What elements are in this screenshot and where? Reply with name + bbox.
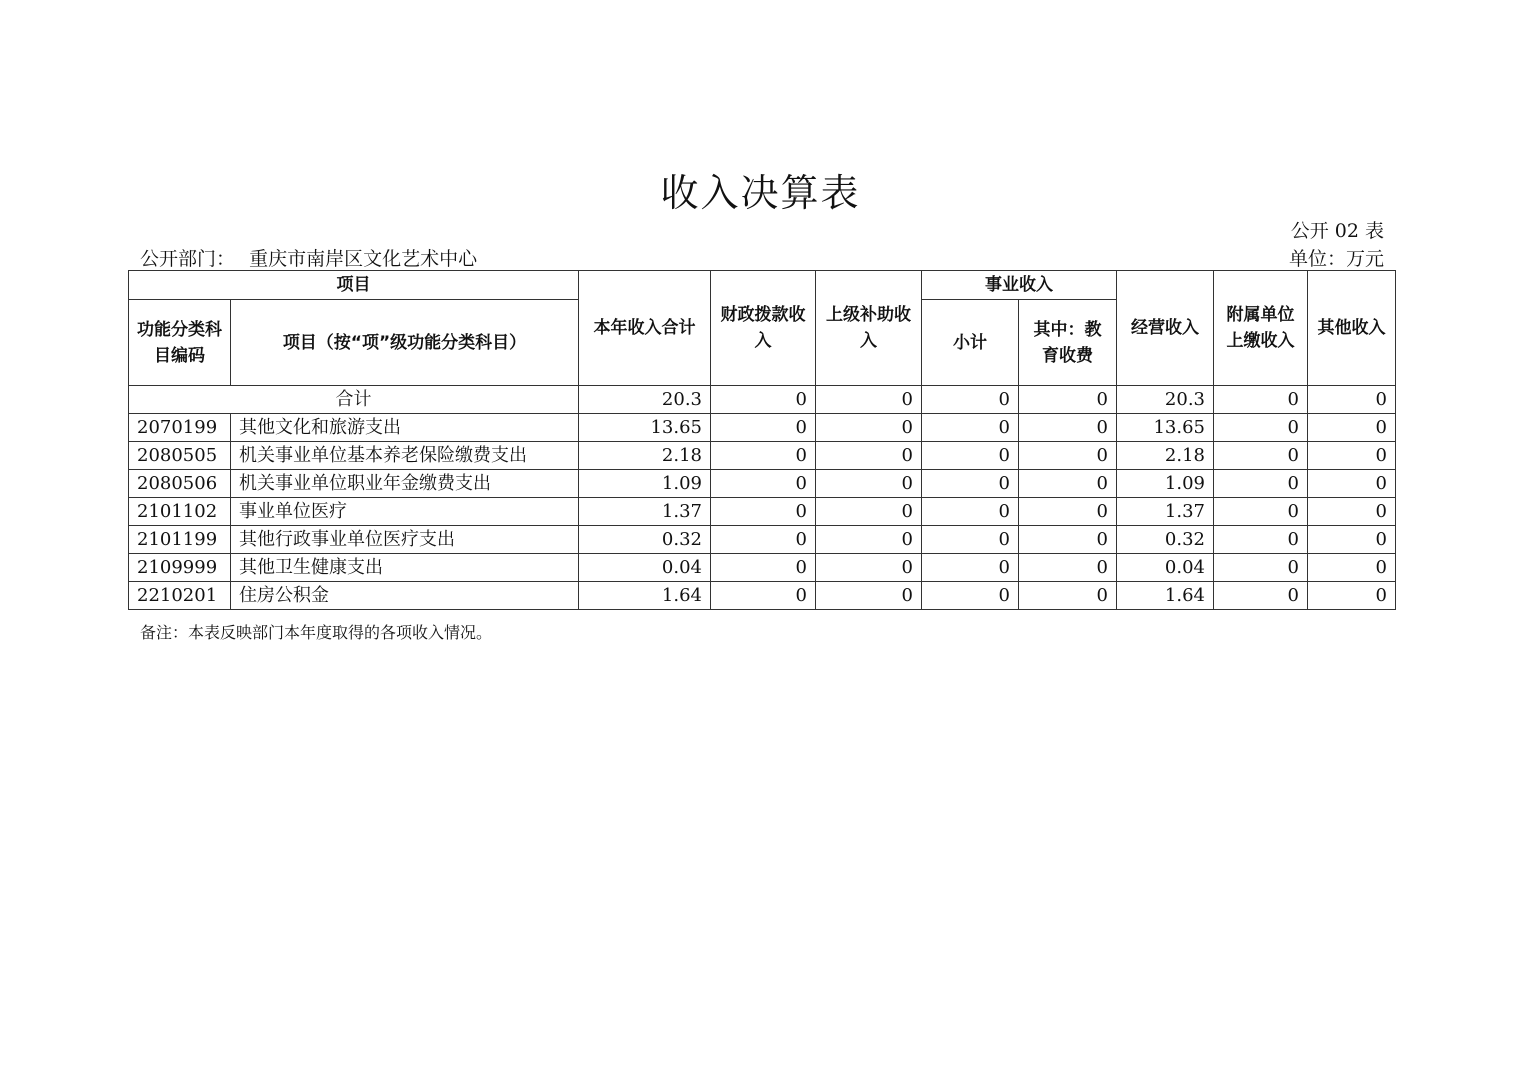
row-value: 0 xyxy=(816,498,922,526)
row-name: 其他文化和旅游支出 xyxy=(231,414,579,442)
row-value: 0 xyxy=(1019,498,1117,526)
row-value: 0 xyxy=(1308,442,1396,470)
header-total-income: 本年收入合计 xyxy=(579,271,711,386)
row-name: 其他行政事业单位医疗支出 xyxy=(231,526,579,554)
row-code: 2080506 xyxy=(129,470,231,498)
row-value: 1.09 xyxy=(579,470,711,498)
total-value: 0 xyxy=(1308,386,1396,414)
income-table xyxy=(128,270,1396,610)
row-value: 0 xyxy=(922,498,1019,526)
row-value: 0 xyxy=(1019,582,1117,610)
row-value: 1.37 xyxy=(579,498,711,526)
row-value: 0 xyxy=(816,554,922,582)
table-row xyxy=(129,498,1396,526)
header-fiscal: 财政拨款收入 xyxy=(711,271,816,386)
row-code: 2101102 xyxy=(129,498,231,526)
table-row xyxy=(129,526,1396,554)
row-value: 0 xyxy=(1214,470,1308,498)
row-value: 0 xyxy=(711,414,816,442)
row-value: 0 xyxy=(1308,526,1396,554)
total-value: 0 xyxy=(1214,386,1308,414)
row-code: 2070199 xyxy=(129,414,231,442)
row-value: 0 xyxy=(711,442,816,470)
header-affiliated: 附属单位上缴收入 xyxy=(1214,271,1308,386)
row-value: 0 xyxy=(711,554,816,582)
row-value: 0 xyxy=(1019,414,1117,442)
row-value: 1.64 xyxy=(579,582,711,610)
row-name: 事业单位医疗 xyxy=(231,498,579,526)
row-value: 0 xyxy=(1308,582,1396,610)
department-line xyxy=(140,244,477,271)
row-value: 0 xyxy=(816,442,922,470)
row-value: 0 xyxy=(922,554,1019,582)
unit-label: 单位：万元 xyxy=(1288,248,1384,270)
row-value: 1.64 xyxy=(1117,582,1214,610)
row-value: 2.18 xyxy=(1117,442,1214,470)
row-value: 0.04 xyxy=(579,554,711,582)
header-project: 项目 xyxy=(129,271,579,300)
form-number: 公开 02 表 xyxy=(1290,220,1384,242)
row-value: 1.37 xyxy=(1117,498,1214,526)
row-value: 0 xyxy=(1308,554,1396,582)
row-value: 0.04 xyxy=(1117,554,1214,582)
total-value: 0 xyxy=(922,386,1019,414)
row-value: 0 xyxy=(816,414,922,442)
row-value: 2.18 xyxy=(579,442,711,470)
total-row xyxy=(129,386,1396,414)
row-name: 其他卫生健康支出 xyxy=(231,554,579,582)
row-value: 0 xyxy=(711,470,816,498)
page-title: 收入决算表 xyxy=(660,171,861,215)
header-operating-income: 经营收入 xyxy=(1117,271,1214,386)
row-value: 0 xyxy=(711,526,816,554)
table-row xyxy=(129,442,1396,470)
row-value: 0 xyxy=(711,498,816,526)
header-project-name: 项目（按“项”级功能分类科目） xyxy=(231,300,579,386)
total-value: 0 xyxy=(1019,386,1117,414)
row-value: 0 xyxy=(1214,442,1308,470)
row-value: 0.32 xyxy=(579,526,711,554)
table-row xyxy=(129,582,1396,610)
row-value: 0 xyxy=(922,582,1019,610)
row-value: 0 xyxy=(922,470,1019,498)
row-name: 机关事业单位基本养老保险缴费支出 xyxy=(231,442,579,470)
header-superior-subsidy: 上级补助收入 xyxy=(816,271,922,386)
row-name: 机关事业单位职业年金缴费支出 xyxy=(231,470,579,498)
row-value: 0 xyxy=(1214,554,1308,582)
footnote: 备注：本表反映部门本年度取得的各项收入情况。 xyxy=(140,623,493,642)
row-value: 0 xyxy=(816,582,922,610)
row-value: 0 xyxy=(1019,554,1117,582)
row-value: 0 xyxy=(1019,442,1117,470)
total-label: 合计 xyxy=(129,386,579,414)
header-education-fee: 其中：教育收费 xyxy=(1019,300,1117,386)
department-label: 公开部门： xyxy=(140,248,236,270)
header-other-income: 其他收入 xyxy=(1308,271,1396,386)
total-value: 20.3 xyxy=(1117,386,1214,414)
row-value: 0 xyxy=(1214,582,1308,610)
total-value: 0 xyxy=(711,386,816,414)
row-value: 0 xyxy=(1019,470,1117,498)
row-code: 2109999 xyxy=(129,554,231,582)
row-value: 0 xyxy=(1019,526,1117,554)
row-name: 住房公积金 xyxy=(231,582,579,610)
row-value: 13.65 xyxy=(579,414,711,442)
total-value: 20.3 xyxy=(579,386,711,414)
row-value: 0 xyxy=(1214,526,1308,554)
row-value: 0 xyxy=(922,526,1019,554)
row-value: 0 xyxy=(816,526,922,554)
row-value: 0 xyxy=(1308,414,1396,442)
row-value: 0.32 xyxy=(1117,526,1214,554)
row-code: 2101199 xyxy=(129,526,231,554)
table-row xyxy=(129,554,1396,582)
row-value: 13.65 xyxy=(1117,414,1214,442)
header-subtotal: 小计 xyxy=(922,300,1019,386)
row-value: 0 xyxy=(816,470,922,498)
header-func-code: 功能分类科目编码 xyxy=(129,300,231,386)
total-value: 0 xyxy=(816,386,922,414)
header-business-income: 事业收入 xyxy=(922,271,1117,300)
row-value: 0 xyxy=(1214,414,1308,442)
row-value: 1.09 xyxy=(1117,470,1214,498)
row-value: 0 xyxy=(1308,498,1396,526)
department-name: 重庆市南岸区文化艺术中心 xyxy=(249,248,478,270)
row-value: 0 xyxy=(922,442,1019,470)
row-value: 0 xyxy=(1214,498,1308,526)
row-value: 0 xyxy=(711,582,816,610)
row-value: 0 xyxy=(922,414,1019,442)
row-code: 2210201 xyxy=(129,582,231,610)
table-row xyxy=(129,414,1396,442)
table-row xyxy=(129,470,1396,498)
row-code: 2080505 xyxy=(129,442,231,470)
row-value: 0 xyxy=(1308,470,1396,498)
